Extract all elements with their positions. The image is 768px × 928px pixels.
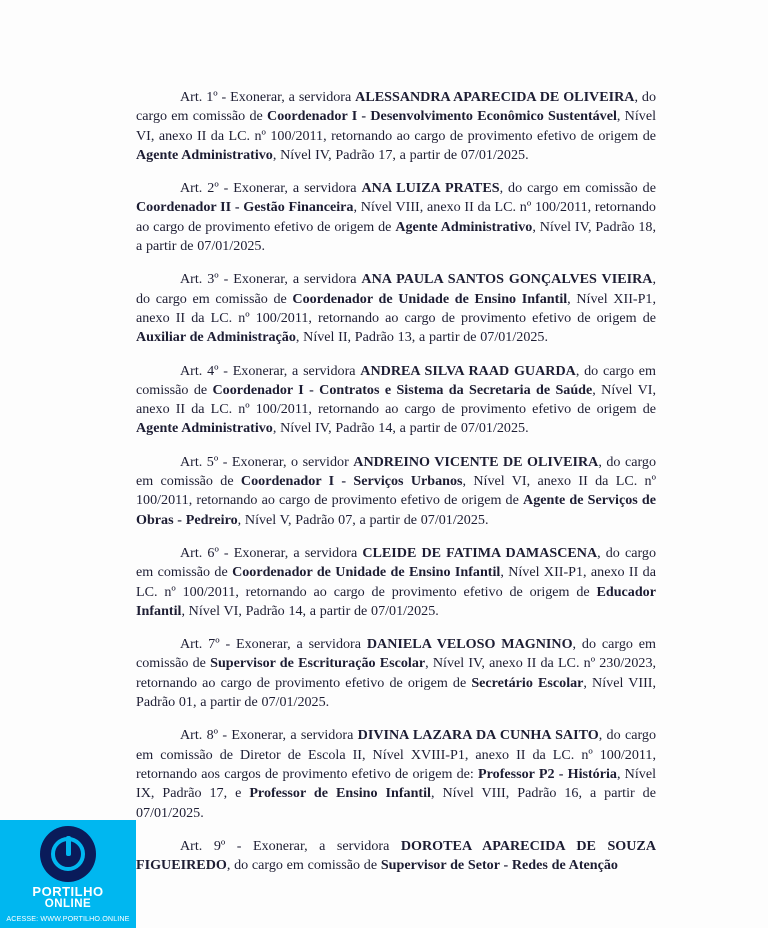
article-text: Art. 8º - Exonerar, a servidora bbox=[180, 727, 358, 744]
article-text: , Nível XII-P1, anexo II da LC. nº 100/2011, retornando ao cargo de provimento efetivo de origem de bbox=[136, 290, 656, 326]
article-text: , do cargo em comissão de bbox=[136, 271, 656, 307]
article-paragraph bbox=[136, 88, 656, 165]
portilho-logo-icon bbox=[40, 826, 96, 882]
article-text: Art. 5º - Exonerar, o servidor bbox=[180, 453, 354, 470]
article-text: , do cargo em comissão de bbox=[226, 857, 381, 874]
article-text: , Nível IV, Padrão 17, a partir de 07/01/2025. bbox=[272, 146, 529, 163]
article-text: , Nível IV, Padrão 18, a partir de 07/01/2025. bbox=[136, 218, 656, 255]
article-text: , do cargo em comissão de bbox=[499, 180, 656, 197]
article-emphasis: Agente Administrativo bbox=[136, 146, 273, 163]
article-emphasis: Professor P2 - História bbox=[478, 765, 617, 782]
article-emphasis: CLEIDE DE FATIMA DAMASCENA bbox=[362, 544, 598, 561]
article-emphasis: ANDREINO VICENTE DE OLIVEIRA bbox=[353, 453, 599, 470]
article-paragraph bbox=[136, 726, 656, 822]
article-emphasis: Supervisor de Setor - Redes de Atenção bbox=[380, 857, 618, 874]
article-text: Art. 3º - Exonerar, a servidora bbox=[180, 271, 362, 288]
article-emphasis: ANA LUIZA PRATES bbox=[361, 180, 500, 197]
article-paragraph bbox=[136, 270, 656, 347]
article-emphasis: Supervisor de Escrituração Escolar bbox=[210, 655, 426, 672]
article-emphasis: Secretário Escolar bbox=[471, 674, 584, 691]
article-text: Art. 7º - Exonerar, a servidora bbox=[180, 636, 367, 653]
article-emphasis: Coordenador de Unidade de Ensino Infantil bbox=[232, 564, 501, 581]
article-text: , Nível VI, anexo II da LC. nº 100/2011, retornando ao cargo de provimento efetivo de origem de bbox=[136, 473, 656, 509]
article-text: , Nível V, Padrão 07, a partir de 07/01/2025. bbox=[237, 511, 489, 528]
article-emphasis: Coordenador I - Contratos e Sistema da Secretaria de Saúde bbox=[212, 381, 593, 398]
article-text: , Nível II, Padrão 13, a partir de 07/01/2025. bbox=[295, 329, 548, 346]
article-text: Art. 6º - Exonerar, a servidora bbox=[180, 544, 363, 561]
article-text: , Nível VIII, Padrão 16, a partir de 07/01/2025. bbox=[136, 785, 656, 821]
article-text: , Nível VI, anexo II da LC. nº 100/2011, retornando ao cargo de provimento efetivo de origem de bbox=[136, 108, 656, 144]
article-text: , Nível IV, Padrão 14, a partir de 07/01/2025. bbox=[272, 420, 529, 437]
article-emphasis: Educador Infantil bbox=[136, 583, 656, 619]
document-text-body bbox=[136, 88, 656, 875]
article-text: , Nível VIII, anexo II da LC. nº 100/2011, retornando ao cargo de provimento efetivo de origem de bbox=[136, 199, 656, 235]
article-emphasis: Auxiliar de Administração bbox=[136, 329, 296, 346]
article-text: , Nível VI, Padrão 14, a partir de 07/01/2025. bbox=[181, 602, 439, 619]
article-emphasis: Coordenador de Unidade de Ensino Infantil bbox=[292, 290, 568, 307]
article-text: , do cargo em comissão de Diretor de Escola II, Nível XVIII-P1, anexo II da LC. nº 100/2011, retornando aos cargos de provimento efetivo de origem de: bbox=[136, 727, 657, 782]
article-emphasis: ALESSANDRA APARECIDA DE OLIVEIRA bbox=[355, 89, 635, 105]
article-paragraph bbox=[136, 179, 656, 256]
article-text: Art. 9º - Exonerar, a servidora bbox=[180, 837, 401, 854]
article-text: , Nível VI, anexo II da LC. nº 100/2011, retornando ao cargo de provimento efetivo de origem de bbox=[136, 381, 656, 418]
article-text: , do cargo em comissão de bbox=[136, 544, 657, 581]
article-text: , Nível VIII, Padrão 01, a partir de 07/01/2025. bbox=[136, 674, 657, 711]
article-emphasis: DANIELA VELOSO MAGNINO bbox=[366, 636, 573, 653]
article-emphasis: Agente Administrativo bbox=[395, 218, 533, 235]
article-emphasis: Coordenador II - Gestão Financeira bbox=[136, 199, 354, 216]
article-paragraph bbox=[136, 362, 656, 439]
article-emphasis: Coordenador I - Desenvolvimento Econômico Sustentável bbox=[267, 108, 617, 125]
article-text: Art. 1º - Exonerar, a servidora bbox=[180, 89, 356, 105]
article-text: Art. 4º - Exonerar, a servidora bbox=[180, 362, 361, 379]
article-paragraph bbox=[136, 544, 656, 621]
article-paragraph bbox=[136, 837, 656, 876]
article-emphasis: Coordenador I - Serviços Urbanos bbox=[240, 473, 463, 490]
article-emphasis: DIVINA LAZARA DA CUNHA SAITO bbox=[357, 727, 599, 744]
article-emphasis: Professor de Ensino Infantil bbox=[249, 785, 431, 802]
watermark-subtitle: ONLINE bbox=[44, 898, 92, 910]
article-text: Art. 2º - Exonerar, a servidora bbox=[180, 180, 362, 197]
article-text: , Nível IV, anexo II da LC. nº 230/2023, retornando ao cargo de provimento efetivo de origem de bbox=[136, 655, 657, 691]
article-emphasis: ANA PAULA SANTOS GONÇALVES VIEIRA bbox=[361, 271, 653, 288]
article-text: , Nível IX, Padrão 17, e bbox=[136, 765, 656, 802]
article-text: , do cargo em comissão de bbox=[136, 89, 656, 125]
article-paragraph bbox=[136, 453, 656, 530]
watermark-name: PORTILHO bbox=[32, 884, 104, 899]
article-text: , do cargo em comissão de bbox=[136, 362, 656, 398]
article-emphasis: ANDREA SILVA RAAD GUARDA bbox=[360, 362, 576, 379]
watermark-url: ACESSE: WWW.PORTILHO.ONLINE bbox=[6, 914, 130, 923]
watermark-badge bbox=[0, 820, 136, 928]
article-emphasis: Agente Administrativo bbox=[136, 420, 273, 437]
article-emphasis: Agente de Serviços de Obras - Pedreiro bbox=[136, 492, 656, 528]
article-emphasis: DOROTEA APARECIDA DE SOUZA FIGUEIREDO bbox=[136, 837, 657, 874]
article-paragraph bbox=[136, 635, 656, 712]
article-text: , do cargo em comissão de bbox=[136, 453, 656, 490]
article-text: , Nível XII-P1, anexo II da LC. nº 100/2011, retornando ao cargo de provimento efetivo de origem de bbox=[136, 564, 656, 600]
article-text: , do cargo em comissão de bbox=[136, 636, 656, 672]
